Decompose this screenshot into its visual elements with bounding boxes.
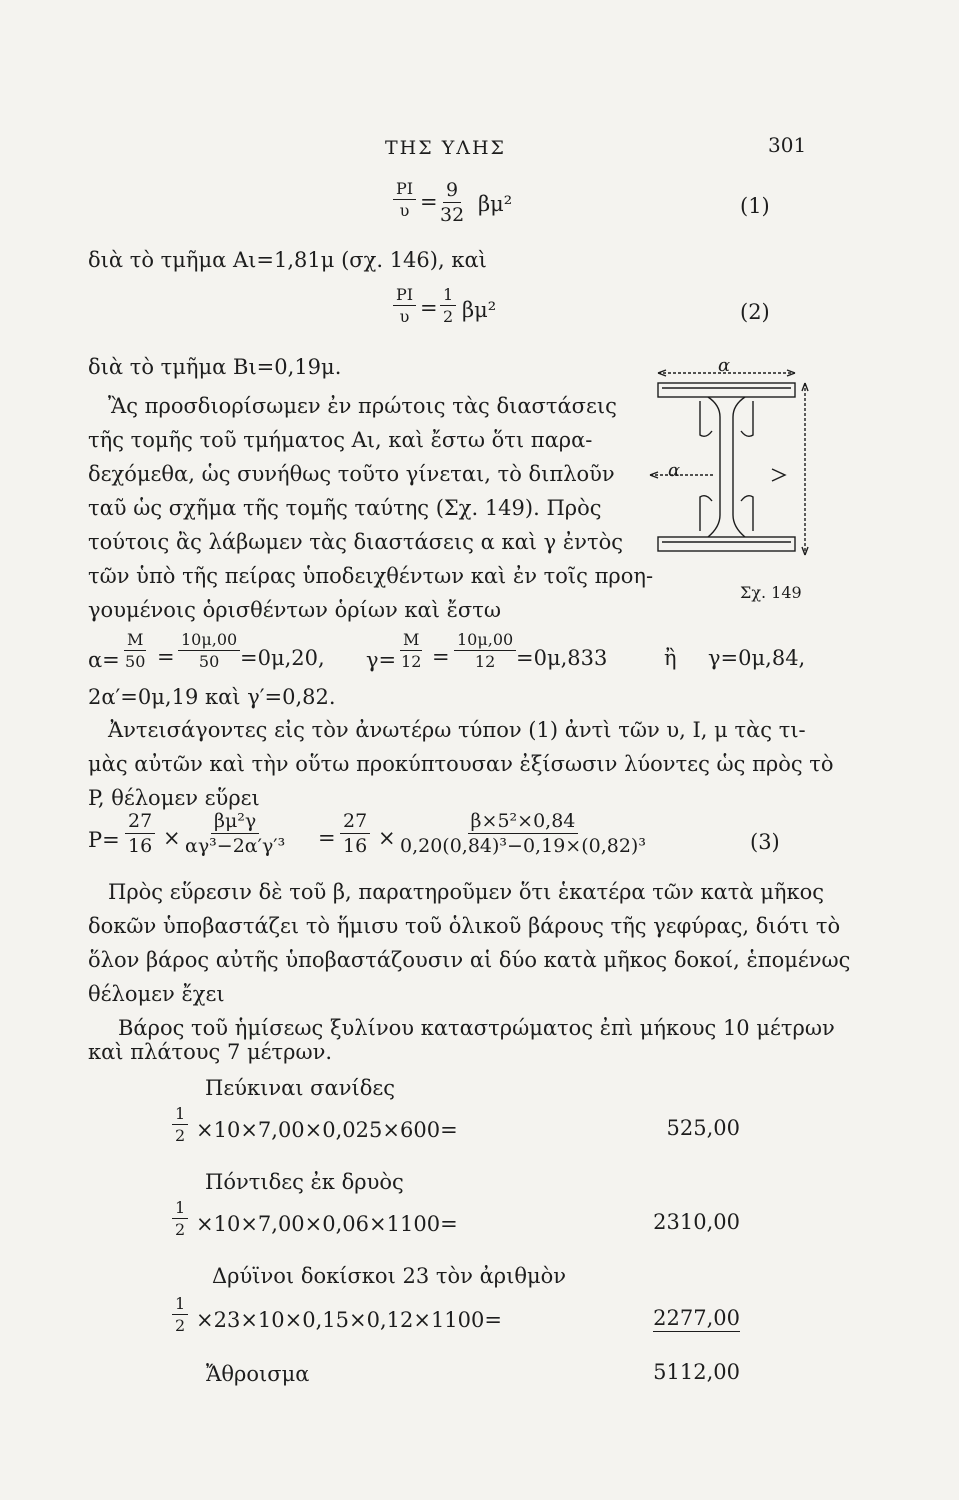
para1-line: δεχόμεθα, ὡς συνήθως τοῦτο γίνεται, τὸ διπλοῦν [88,462,615,486]
eq3-frac-main [185,812,285,856]
item-heading: Πόντιδες ἐκ δρυὸς [205,1170,404,1194]
dim-a-lhs: α= [88,648,120,672]
total-label: Ἄθροισμα [206,1362,310,1386]
eq1-tag: (1) [740,194,770,218]
eq3-coef-2-num: 27 [340,812,370,834]
eq3-frac-main-num: βμ²γ [211,812,259,834]
dim-frac-3 [400,632,422,670]
eq1-lhs [393,181,416,219]
item-expression: ×23×10×0,15×0,12×1100= [196,1308,502,1332]
text-line-a: διὰ τὸ τμῆμα Αι=1,81μ (σχ. 146), καὶ [88,248,487,272]
eq1-lhs-den: υ [399,201,410,220]
dim-frac-4 [454,632,516,670]
item-expression: ×10×7,00×0,06×1100= [196,1212,458,1236]
para3-line: δοκῶν ὑποβαστάζει τὸ ἥμισυ τοῦ ὁλικοῦ βάρους τῆς γεφύρας, διότι τὸ [88,914,841,938]
eq3-coef-2 [340,812,370,856]
para4-line: Βάρος τοῦ ἡμίσεως ξυλίνου καταστρώματος ἐπὶ μήκους 10 μέτρων [118,1016,835,1040]
eq1-coef [440,181,464,225]
eq3-equals: = [318,826,336,850]
eq2-equals: = [420,296,438,320]
text-line-c: 2α′=0μ,19 καὶ γ′=0,82. [88,685,336,709]
eq2-tail: βμ² [462,298,497,322]
dim-eq-b: = [432,645,450,669]
dim-frac-2-den: 50 [198,652,220,671]
item-value: 525,00 [666,1116,740,1140]
item-half-num: 1 [172,1106,188,1125]
item-value [600,1306,740,1330]
para1-line: τῆς τομῆς τοῦ τμήματος Αι, καὶ ἔστω ὅτι παρα- [88,428,593,452]
eq3-times-2: × [378,826,396,850]
dim-frac-1 [124,632,146,670]
item-half-num: 1 [172,1296,188,1315]
page-number: 301 [768,133,807,157]
eq1-coef-num: 9 [443,181,461,203]
para1-line: Ἂς προσδιορίσωμεν ἐν πρώτοις τὰς διαστάσεις [108,394,617,418]
dim-frac-3-den: 12 [401,652,422,671]
para4-line: καὶ πλάτους 7 μέτρων. [88,1040,333,1064]
eq2-lhs-den: υ [399,307,410,326]
item-half [172,1200,188,1238]
para1-line: τούτοις ἂς λάβωμεν τὰς διαστάσεις α καὶ γ ἐντὸς [88,530,623,554]
dim-frac-3-num: M [400,632,422,651]
dim-g-alt: γ=0μ,84, [708,646,806,670]
eq3-coef-1 [125,812,155,856]
eq2-tag: (2) [740,300,770,324]
item-expression: ×10×7,00×0,025×600= [196,1118,458,1142]
figure-label-left: α [668,460,681,481]
para2-line: P, θέλομεν εὕρει [88,786,260,810]
dim-frac-4-den: 12 [474,652,496,671]
item-half-den: 2 [175,1316,186,1335]
para2-line: Ἀντεισάγοντες εἰς τὸν ἀνωτέρω τύπον (1) ἀντὶ τῶν υ, Ι, μ τὰς τι- [108,718,806,742]
item-heading: Πεύκιναι σανίδες [205,1076,395,1100]
dim-g-result: =0μ,833 [516,646,608,670]
dim-frac-1-num: M [124,632,146,651]
eq3-frac-numeric-den: 0,20(0,84)³−0,19×(0,82)³ [400,835,646,857]
para2-line: μὰς αὐτῶν καὶ τὴν οὕτω προκύπτουσαν ἐξίσωσιν λύοντες ὡς πρὸς τὸ [88,752,834,776]
eq1-equals: = [420,190,438,214]
dim-frac-4-num: 10μ,00 [454,632,516,651]
eq3-coef-1-num: 27 [125,812,155,834]
para3-line: Πρὸς εὕρεσιν δὲ τοῦ β, παρατηροῦμεν ὅτι ἑκατέρα τῶν κατὰ μῆκος [108,880,824,904]
total-value: 5112,00 [653,1360,740,1384]
item-half-num: 1 [172,1200,188,1219]
para1-line: γουμένοις ὁρισθέντων ὁρίων καὶ ἔστω [88,598,501,622]
para1-line: τῶν ὑπὸ τῆς πείρας ὑποδειχθέντων καὶ ἐν τοῖς προη- [88,564,654,588]
eq1-tail: βμ² [478,192,513,216]
i-beam-drawing [640,365,815,575]
dim-a-result: =0μ,20, [240,646,325,670]
figure-label-top: α [718,355,731,376]
eq2-lhs-num: PI [393,287,416,306]
running-title: ΤΗΣ ΥΛΗΣ [385,137,506,159]
item-half-den: 2 [175,1220,186,1239]
eq3-times-1: × [163,826,181,850]
eq2-coef-den: 2 [443,307,454,326]
para3-line: θέλομεν ἔχει [88,982,225,1006]
eq3-frac-numeric-num: β×5²×0,84 [468,812,579,834]
eq3-coef-2-den: 16 [343,835,368,857]
dim-frac-1-den: 50 [125,652,146,671]
eq2-coef-num: 1 [440,287,456,306]
item-heading: Δρύϊνοι δοκίσκοι 23 τὸν ἀριθμὸν [212,1264,567,1288]
item-value-underlined: 2277,00 [653,1306,740,1330]
eq3-frac-numeric [400,812,646,856]
dim-or: ἢ [664,646,677,670]
item-half [172,1106,188,1144]
eq2-lhs [393,287,416,325]
eq3-frac-main-den: αγ³−2α′γ′³ [185,835,286,857]
eq2-coef [440,287,456,325]
dim-frac-2 [178,632,240,670]
para1-line: ταῦ ὡς σχῆμα τῆς τομῆς ταύτης (Σχ. 149). Πρὸς [88,496,602,520]
eq3-lhs: P= [88,828,120,852]
item-value: 2310,00 [653,1210,740,1234]
item-half-den: 2 [175,1126,186,1145]
dim-frac-2-num: 10μ,00 [178,632,240,651]
dim-eq-a: = [157,645,175,669]
eq3-coef-1-den: 16 [128,835,153,857]
eq1-coef-den: 32 [440,204,465,226]
text-line-b: διὰ τὸ τμῆμα Βι=0,19μ. [88,355,342,379]
figure-caption: Σχ. 149 [740,583,802,602]
item-half [172,1296,188,1334]
eq3-tag: (3) [750,830,780,854]
para3-line: ὅλον βάρος αὐτῆς ὑποβαστάζουσιν αἱ δύο κατὰ μῆκος δοκοί, ἑπομένως [88,948,851,972]
eq1-lhs-num: PI [393,181,416,200]
dim-g-lhs: γ= [366,648,397,672]
